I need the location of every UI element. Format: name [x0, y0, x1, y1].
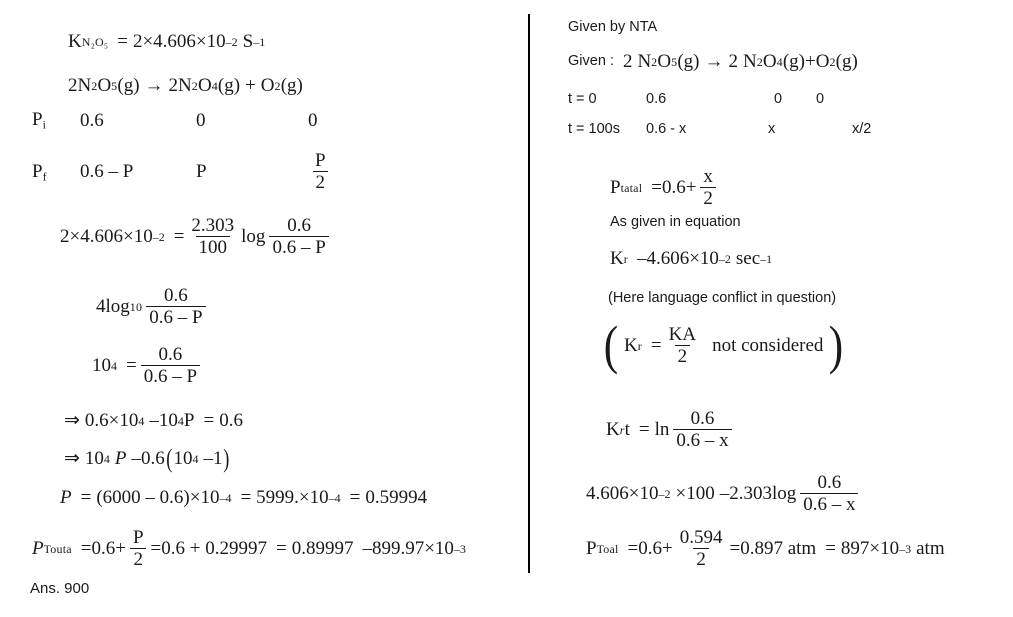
final-value-3 — [308, 151, 408, 193]
total-pressure-line: P Touta = 0.6 + $\frac{P}{2}$ = 0.6 + 0.29997 = 0.89997 – 899.97 × 10 –3 — [32, 527, 466, 571]
final-result-line: P Toal = 0.6 + $\frac{0.594}{2}$ = 0.897 atm = 897 × 10 –3 atm — [586, 527, 945, 571]
fraction: $\frac{0.6}{0.6 - x}$ — [800, 473, 858, 515]
t0-value-3: 0 — [816, 91, 825, 107]
t100-value-1: 0.6 - x — [646, 121, 687, 137]
conflict-note: (Here language conflict in question) — [608, 290, 837, 306]
fraction: $\frac{P}{2}$ — [312, 151, 329, 193]
nta-heading: Given by NTA — [568, 19, 658, 35]
given-label: Given : — [568, 53, 614, 70]
ln-line: K r t = ln $\frac{0.6}{0.6 - x}$ — [606, 409, 736, 451]
final-value-1: 0.6 – P — [80, 161, 134, 183]
t100-row — [568, 122, 892, 137]
p-total-subscript: tatal — [620, 180, 643, 195]
rate-constant-subscript: N₂O₅ — [81, 34, 109, 49]
fraction: $\frac{0.6}{0.6 - P}$ — [141, 345, 200, 387]
initial-pressure-row — [32, 110, 408, 131]
t0-value-1: 0.6 — [646, 91, 667, 107]
right-column — [530, 0, 1013, 617]
total-pressure-subscript: Touta — [43, 541, 72, 556]
derivation-step-2: ⇒ 10 4 P – 0.6 ( 10 4 – 1 ) — [64, 444, 230, 473]
t100-value-3: x/2 — [852, 121, 872, 137]
t0-row — [568, 92, 856, 107]
initial-value-3: 0 — [308, 109, 318, 131]
fraction: $\frac{0.6}{0.6 - x}$ — [673, 409, 731, 451]
final-pressure-subscript: Toal — [596, 541, 619, 556]
t100-label: t = 100s — [568, 121, 620, 137]
t0-value-2: 0 — [774, 91, 783, 107]
fraction: $\frac{2.303}{100}$ — [191, 215, 235, 259]
kr-line: K r – 4.606 × 10 –2 sec –1 — [610, 248, 773, 269]
answer-text: Ans. 900 — [30, 580, 90, 597]
left-paren-icon: ( — [603, 315, 619, 376]
p-total-line: P tatal = 0.6 + $\frac{x}{2}$ — [610, 167, 720, 209]
fraction: $\frac{0.6}{0.6 - P}$ — [146, 286, 205, 328]
initial-pressure-label: $P_i$ — [32, 109, 47, 132]
given-reaction-row — [568, 52, 858, 71]
fraction: $\frac{x}{2}$ — [700, 167, 716, 209]
t0-label: t = 0 — [568, 91, 597, 107]
as-given-note: As given in equation — [610, 214, 741, 230]
log-line: 4 log 10 $\frac{0.6}{0.6 - P}$ — [96, 286, 210, 328]
initial-value-2: 0 — [196, 109, 206, 131]
numeric-line: 4.606 × 10 –2 × 100 – 2.303 log $\frac{0.6}{0.6 - x}$ — [586, 473, 862, 515]
implies-icon: ⇒ — [64, 448, 80, 470]
integrated-rate-law-line: 2 × 4.606 × 10 –2 = $\frac{2.303}{100}$ log $\frac{0.6}{0.6 - P}$ — [60, 216, 333, 258]
implies-icon: ⇒ — [64, 410, 80, 431]
derivation-step-1: ⇒ 0.6 × 10 4 – 10 4 P = 0.6 — [64, 410, 243, 431]
final-pressure-label: $P_f$ — [32, 160, 47, 184]
given-reaction-equation: 2 N 2 O 5 (g) → 2 N 2 O 4 (g) + O 2 (g) — [622, 51, 858, 72]
fraction: $\frac{0.594}{2}$ — [679, 527, 723, 571]
right-paren-icon: ) — [829, 315, 844, 376]
rate-constant-line: K N₂O₅ = 2 × 4.606 × 10 –2 S –1 — [68, 31, 266, 52]
paren-note-line: ( K r = $\frac{KA}{2}$ not considered ) — [603, 315, 844, 376]
final-pressure-row — [32, 151, 408, 193]
t100-value-2: x — [768, 121, 776, 137]
fraction: $\frac{0.6}{0.6 - P}$ — [269, 216, 328, 258]
initial-value-1: 0.6 — [80, 109, 104, 131]
fraction: $\frac{KA}{2}$ — [668, 324, 697, 368]
power-line: 10 4 = $\frac{0.6}{0.6 - P}$ — [92, 345, 204, 387]
reaction-arrow-icon: → — [144, 75, 164, 96]
reaction-arrow-icon: → — [704, 51, 724, 72]
reaction-equation: 2 N 2 O 5 (g) → 2 N 2 O 4 (g) + O 2 (g) — [68, 75, 303, 96]
final-value-2: P — [196, 161, 207, 183]
derivation-step-3: P = (6000 – 0.6) × 10 –4 = 5999. × 10 –4 = 0.59994 — [60, 487, 428, 508]
fraction: $\frac{P}{2}$ — [130, 528, 147, 570]
